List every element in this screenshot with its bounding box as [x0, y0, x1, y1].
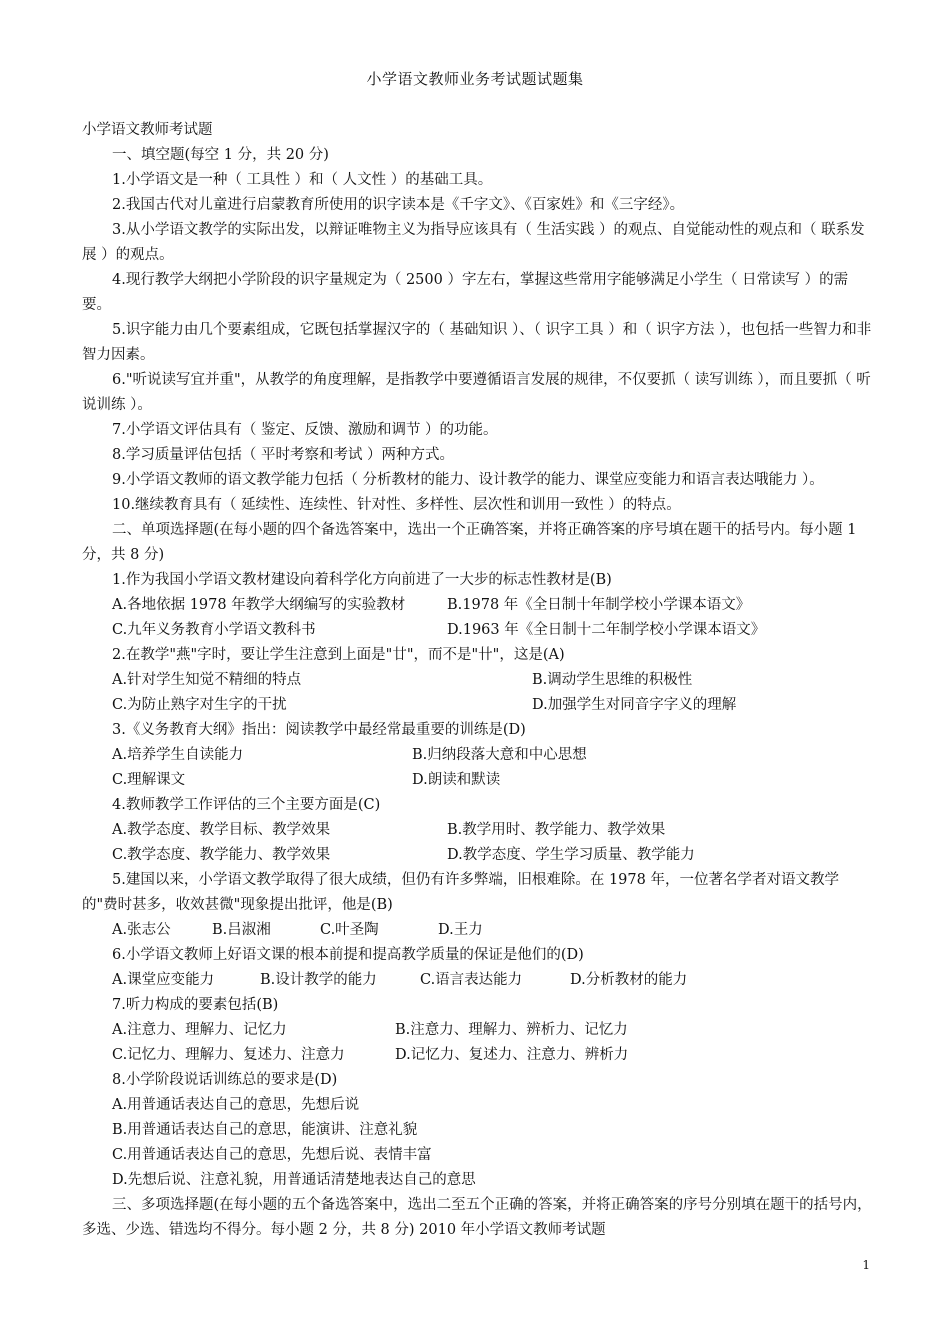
- option: A.课堂应变能力: [112, 972, 215, 988]
- option: C.叶圣陶: [320, 922, 379, 938]
- option: D.1963 年《全日制十二年制学校小学课本语文》: [447, 622, 766, 638]
- section-heading: 三、多项选择题(在每小题的五个备选答案中，选出二至五个正确的答案，并将正确答案的序号分别填在题干的括号内，多选、少选、错选均不得分。每小题 2 分，共 8 分) 2010 年小学语文教师考试题: [82, 1197, 872, 1238]
- option: C.为防止熟字对生字的干扰: [112, 697, 287, 713]
- question-stem: 1.作为我国小学语文教材建设向着科学化方向前进了一大步的标志性教材是(B): [112, 572, 612, 588]
- fill-item: 3.从小学语文教学的实际出发，以辩证唯物主义为指导应该具有（ 生活实践 ）的观点、自觉能动性的观点和（ 联系发展 ）的观点。: [82, 222, 865, 263]
- option-row: [82, 593, 872, 618]
- option-row: [82, 818, 872, 843]
- question-stem: 7.听力构成的要素包括(B): [112, 997, 279, 1013]
- question-stem: 6.小学语文教师上好语文课的根本前提和提高教学质量的保证是他们的(D): [112, 947, 584, 963]
- question-stem: 3.《义务教育大纲》指出：阅读教学中最经常最重要的训练是(D): [112, 722, 526, 738]
- fill-item: 1.小学语文是一种（ 工具性 ）和（ 人文性 ）的基础工具。: [112, 172, 493, 188]
- fill-item: 7.小学语文评估具有（ 鉴定、反馈、激励和调节 ）的功能。: [112, 422, 498, 438]
- option: D.分析教材的能力: [570, 972, 688, 988]
- option-row: [82, 843, 872, 868]
- option-row: [82, 693, 872, 718]
- option-row: [82, 968, 872, 993]
- fill-item: 5.识字能力由几个要素组成，它既包括掌握汉字的（ 基础知识 ）、（ 识字工具 ）和（ 识字方法 ），也包括一些智力和非智力因素。: [82, 322, 872, 363]
- option: A.培养学生自读能力: [112, 747, 244, 763]
- question-stem: 8.小学阶段说话训练总的要求是(D): [112, 1072, 338, 1088]
- option: B.1978 年《全日制十年制学校小学课本语文》: [447, 597, 751, 613]
- option: A.用普通话表达自己的意思，先想后说: [112, 1097, 360, 1113]
- option: D.教学态度、学生学习质量、教学能力: [447, 847, 695, 863]
- option: C.记忆力、理解力、复述力、注意力: [112, 1047, 345, 1063]
- fill-item: 2.我国古代对儿童进行启蒙教育所使用的识字读本是《千字文》、《百家姓》和《三字经》。: [112, 197, 685, 213]
- option: C.语言表达能力: [420, 972, 523, 988]
- option: D.先想后说、注意礼貌，用普通话清楚地表达自己的意思: [112, 1172, 476, 1188]
- question-stem: 4.教师教学工作评估的三个主要方面是(C): [112, 797, 381, 813]
- option: C.用普通话表达自己的意思，先想后说、表情丰富: [112, 1147, 432, 1163]
- option: A.针对学生知觉不精细的特点: [112, 672, 302, 688]
- option: B.设计教学的能力: [260, 972, 377, 988]
- option-row: [82, 743, 872, 768]
- option-row: [82, 768, 872, 793]
- question-stem: 2.在教学"燕"字时，要让学生注意到上面是"廿"，而不是"卄"，这是(A): [112, 647, 565, 663]
- document-body: [82, 118, 872, 1243]
- option: A.注意力、理解力、记忆力: [112, 1022, 287, 1038]
- question-stem: 5.建国以来，小学语文教学取得了很大成绩，但仍有许多弊端，旧根难除。在 1978 年，一位著名学者对语文教学的"费时甚多，收效甚微"现象提出批评，他是(B): [82, 872, 839, 913]
- option-row: [82, 668, 872, 693]
- option: B.吕淑湘: [212, 922, 271, 938]
- option: C.九年义务教育小学语文教科书: [112, 622, 316, 638]
- option: B.教学用时、教学能力、教学效果: [447, 822, 666, 838]
- option: D.朗读和默读: [412, 772, 501, 788]
- option: B.注意力、理解力、辨析力、记忆力: [395, 1022, 628, 1038]
- option: D.王力: [438, 922, 483, 938]
- option: C.教学态度、教学能力、教学效果: [112, 847, 331, 863]
- fill-item: 10.继续教育具有（ 延续性、连续性、针对性、多样性、层次性和训用一致性 ）的特点。: [112, 497, 681, 513]
- fill-item: 9.小学语文教师的语文教学能力包括（ 分析教材的能力、设计教学的能力、课堂应变能力和语言表达哦能力 ）。: [112, 472, 824, 488]
- fill-item: 4.现行教学大纲把小学阶段的识字量规定为（ 2500 ）字左右，掌握这些常用字能够满足小学生（ 日常读写 ）的需要。: [82, 272, 849, 313]
- fill-item: 8.学习质量评估包括（ 平时考察和考试 ）两种方式。: [112, 447, 455, 463]
- option: D.加强学生对同音字字义的理解: [532, 697, 737, 713]
- option: C.理解课文: [112, 772, 186, 788]
- option: B.归纳段落大意和中心思想: [412, 747, 587, 763]
- option: A.教学态度、教学目标、教学效果: [112, 822, 331, 838]
- option: A.张志公: [112, 922, 171, 938]
- exam-subtitle: 小学语文教师考试题: [82, 122, 213, 138]
- fill-item: 6."听说读写宜并重"，从教学的角度理解，是指教学中要遵循语言发展的规律，不仅要抓（ 读写训练 ），而且要抓（ 听说训练 ）。: [82, 372, 871, 413]
- option-row: [82, 918, 872, 943]
- section-heading: 二、单项选择题(在每小题的四个备选答案中，选出一个正确答案，并将正确答案的序号填在题干的括号内。每小题 1 分，共 8 分): [82, 522, 857, 563]
- document-title: 小学语文教师业务考试题试题集: [366, 70, 584, 88]
- section-heading: 一、填空题(每空 1 分，共 20 分): [112, 147, 329, 163]
- option-row: [82, 1018, 872, 1043]
- option: A.各地依据 1978 年教学大纲编写的实验教材: [112, 597, 406, 613]
- option-row: [82, 1043, 872, 1068]
- option-row: [82, 618, 872, 643]
- option: B.用普通话表达自己的意思，能演讲、注意礼貌: [112, 1122, 418, 1138]
- option: D.记忆力、复述力、注意力、辨析力: [395, 1047, 629, 1063]
- option: B.调动学生思维的积极性: [532, 672, 693, 688]
- page-number: 1: [862, 1258, 870, 1272]
